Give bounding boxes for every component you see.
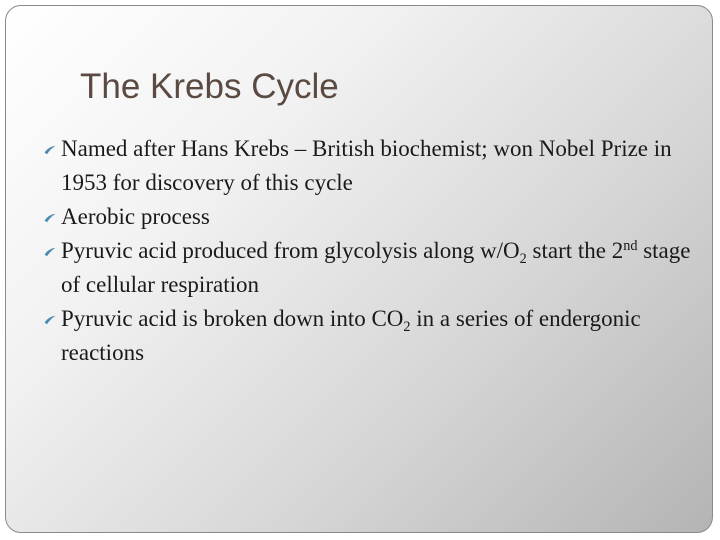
swoosh-bullet-icon — [42, 302, 60, 336]
bullet-text: Named after Hans Krebs – British biochemist; won Nobel Prize in 1953 for discovery of this cycle — [61, 136, 672, 195]
swoosh-bullet-icon — [42, 200, 60, 234]
bullet-item-2 — [42, 200, 692, 234]
bullet-text-part: stage of cellular respiration — [61, 238, 691, 297]
bullet-text-part: in a series of endergonic reactions — [61, 306, 641, 365]
swoosh-bullet-icon — [42, 132, 60, 166]
bullet-text-part: Pyruvic acid is broken down into CO — [61, 306, 404, 331]
bullet-item-3 — [42, 234, 692, 302]
bullet-list — [42, 132, 692, 370]
bullet-item-4 — [42, 302, 692, 370]
swoosh-bullet-icon — [42, 234, 60, 268]
bullet-item-1 — [42, 132, 692, 200]
subscript-2: 2 — [519, 250, 527, 267]
slide — [5, 5, 713, 533]
bullet-text-part: start the 2 — [526, 238, 624, 263]
bullet-text: Aerobic process — [61, 204, 210, 229]
slide-title: The Krebs Cycle — [80, 67, 339, 106]
bullet-text-part: Pyruvic acid produced from glycolysis along w/O — [61, 238, 520, 263]
superscript-nd: nd — [623, 238, 638, 255]
subscript-2: 2 — [403, 318, 411, 335]
